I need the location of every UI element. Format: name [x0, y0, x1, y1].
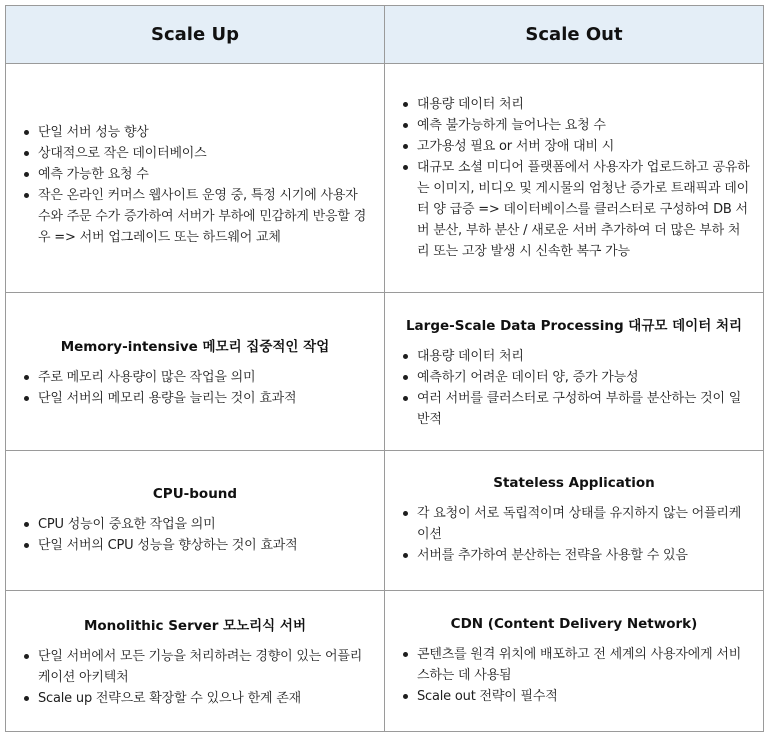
cell-monolithic-server	[6, 591, 385, 732]
cell-title: Memory-intensive 메모리 집중적인 작업	[60, 338, 330, 355]
bullet-list	[397, 644, 751, 707]
list-item: 대용량 데이터 처리	[417, 346, 751, 367]
list-item: 각 요청이 서로 독립적이며 상태를 유지하지 않는 어플리케이션	[417, 503, 751, 545]
bullet-list	[18, 646, 372, 709]
list-item: 고가용성 필요 or 서버 장애 대비 시	[417, 136, 751, 157]
bullet-list	[397, 503, 751, 566]
cell-title: CDN (Content Delivery Network)	[450, 615, 698, 632]
cell-title: Stateless Application	[493, 475, 655, 491]
cell-title: Monolithic Server 모노리식 서버	[83, 617, 307, 634]
comparison-table	[5, 5, 764, 732]
list-item: 대규모 소셜 미디어 플랫폼에서 사용자가 업로드하고 공유하는 이미지, 비디오 및 게시물의 엄청난 증가로 트래픽과 데이터 양 급증 => 데이터베이스를 클러스터로 구성하여 DB 서버 분산, 부하 분산 / 새로운 서버 추가하여 더 많은 부하 처리 또는 고장 발생 시 신속한 복구 가능	[417, 157, 751, 262]
table-row	[6, 451, 764, 591]
list-item: Scale up 전략으로 확장할 수 있으나 한계 존재	[38, 688, 372, 709]
cell-title: Large-Scale Data Processing 대규모 데이터 처리	[405, 317, 743, 334]
header-scale-out: Scale Out	[385, 6, 764, 64]
list-item: 단일 서버 성능 향상	[38, 122, 372, 143]
list-item: 단일 서버의 CPU 성능을 향상하는 것이 효과적	[38, 535, 372, 556]
cell-cpu-bound	[6, 451, 385, 591]
bullet-list	[397, 94, 751, 262]
cell-memory-intensive	[6, 293, 385, 451]
table-row	[6, 293, 764, 451]
cell-title: CPU-bound	[152, 485, 238, 502]
header-scale-up: Scale Up	[6, 6, 385, 64]
list-item: CPU 성능이 중요한 작업을 의미	[38, 514, 372, 535]
list-item: 단일 서버의 메모리 용량을 늘리는 것이 효과적	[38, 388, 372, 409]
table-row	[6, 64, 764, 293]
cell-stateless-application	[385, 451, 764, 591]
list-item: 주로 메모리 사용량이 많은 작업을 의미	[38, 367, 372, 388]
cell-cdn	[385, 591, 764, 732]
bullet-list	[18, 122, 372, 248]
list-item: 단일 서버에서 모든 기능을 처리하려는 경향이 있는 어플리케이션 아키텍처	[38, 646, 372, 688]
bullet-list	[18, 367, 372, 409]
list-item: 여러 서버를 클러스터로 구성하여 부하를 분산하는 것이 일반적	[417, 388, 751, 430]
list-item: Scale out 전략이 필수적	[417, 686, 751, 707]
cell-scale-out-general	[385, 64, 764, 293]
list-item: 콘텐츠를 원격 위치에 배포하고 전 세계의 사용자에게 서비스하는 데 사용됨	[417, 644, 751, 686]
cell-scale-up-general	[6, 64, 385, 293]
table-row	[6, 591, 764, 732]
list-item: 예측하기 어려운 데이터 양, 증가 가능성	[417, 367, 751, 388]
bullet-list	[397, 346, 751, 430]
list-item: 상대적으로 작은 데이터베이스	[38, 143, 372, 164]
header-row	[6, 6, 764, 64]
list-item: 서버를 추가하여 분산하는 전략을 사용할 수 있음	[417, 545, 751, 566]
list-item: 대용량 데이터 처리	[417, 94, 751, 115]
list-item: 예측 불가능하게 늘어나는 요청 수	[417, 115, 751, 136]
list-item: 작은 온라인 커머스 웹사이트 운영 중, 특정 시기에 사용자 수와 주문 수가 증가하여 서버가 부하에 민감하게 반응할 경우 => 서버 업그레이드 또는 하드웨어 교체	[38, 185, 372, 248]
list-item: 예측 가능한 요청 수	[38, 164, 372, 185]
bullet-list	[18, 514, 372, 556]
cell-large-scale-data	[385, 293, 764, 451]
